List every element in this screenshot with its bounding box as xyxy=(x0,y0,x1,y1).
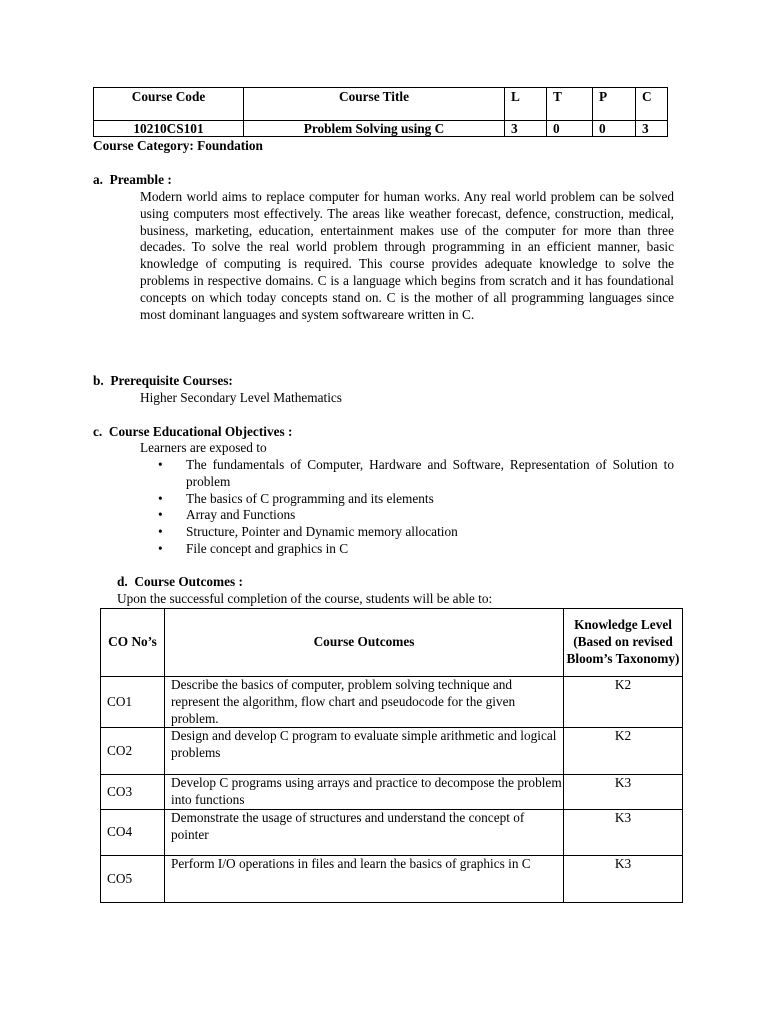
p-value: 0 xyxy=(593,121,636,137)
co-no: CO5 xyxy=(101,856,165,903)
outcomes-heading: d. Course Outcomes : xyxy=(117,574,243,589)
t-value: 0 xyxy=(547,121,593,137)
objectives-heading: c. Course Educational Objectives : xyxy=(93,424,293,439)
list-item xyxy=(158,507,674,524)
table-row xyxy=(101,775,683,810)
objective-text: Array and Functions xyxy=(186,507,296,523)
header-l: L xyxy=(505,88,547,121)
co-text: Design and develop C program to evaluate simple arithmetic and logical problems xyxy=(165,728,564,775)
list-item xyxy=(158,524,674,541)
co-no: CO1 xyxy=(101,677,165,728)
co-no: CO2 xyxy=(101,728,165,775)
c-value: 3 xyxy=(636,121,668,137)
table-row xyxy=(101,810,683,856)
prerequisite-heading: b. Prerequisite Courses: xyxy=(93,373,233,388)
header-t: T xyxy=(547,88,593,121)
prerequisite-text: Higher Secondary Level Mathematics xyxy=(140,390,342,405)
preamble-block xyxy=(140,189,674,323)
co-text: Describe the basics of computer, problem solving technique and represent the algorithm, flow chart and pseudocode for the given problem. xyxy=(165,677,564,728)
co-text: Develop C programs using arrays and practice to decompose the problem into functions xyxy=(165,775,564,810)
co-level: K3 xyxy=(564,856,683,903)
col-outcomes: Course Outcomes xyxy=(165,609,564,677)
objective-text: Structure, Pointer and Dynamic memory allocation xyxy=(186,524,458,540)
list-item xyxy=(158,457,674,491)
co-level: K2 xyxy=(564,677,683,728)
table-row xyxy=(101,677,683,728)
objectives-intro: Learners are exposed to xyxy=(140,440,267,455)
list-item xyxy=(158,541,674,558)
co-no: CO3 xyxy=(101,775,165,810)
co-level: K3 xyxy=(564,810,683,856)
course-code-value: 10210CS101 xyxy=(94,121,244,137)
table-row xyxy=(101,856,683,903)
preamble-heading: a. Preamble : xyxy=(93,172,172,187)
header-course-title: Course Title xyxy=(244,88,505,121)
bullet-icon: • xyxy=(158,490,163,506)
objective-text: The basics of C programming and its elements xyxy=(186,490,434,506)
co-no: CO4 xyxy=(101,810,165,856)
course-info-table xyxy=(93,87,668,137)
bullet-icon: • xyxy=(158,507,163,523)
objectives-list xyxy=(158,457,674,558)
course-title-value: Problem Solving using C xyxy=(244,121,505,137)
header-course-code: Course Code xyxy=(94,88,244,121)
outcomes-intro: Upon the successful completion of the course, students will be able to: xyxy=(117,591,493,606)
header-p: P xyxy=(593,88,636,121)
co-level: K2 xyxy=(564,728,683,775)
outcomes-table xyxy=(100,608,683,903)
co-text: Perform I/O operations in files and learn the basics of graphics in C xyxy=(165,856,564,903)
bullet-icon: • xyxy=(158,524,163,540)
objective-text: The fundamentals of Computer, Hardware and Software, Representation of Solution to problem xyxy=(186,457,674,489)
course-category: Course Category: Foundation xyxy=(93,138,263,153)
header-c: C xyxy=(636,88,668,121)
l-value: 3 xyxy=(505,121,547,137)
co-text: Demonstrate the usage of structures and understand the concept of pointer xyxy=(165,810,564,856)
co-level: K3 xyxy=(564,775,683,810)
objective-text: File concept and graphics in C xyxy=(186,540,349,556)
table-row xyxy=(101,728,683,775)
col-knowledge: Knowledge Level (Based on revised Bloom’s Taxonomy) xyxy=(564,609,683,677)
preamble-text: Modern world aims to replace computer for human works. Any real world problem can be solved using computers most effectively. The areas like weather forecast, defence, construction, medical, business, marketing, education, entertainment makes use of the computer for more than three decades. To solve the real world problem through programming in an efficient manner, basic knowledge of computing is required. This course provides adequate knowledge to solve the problems in respective domains. C is a language which begins from scratch and it has foundational concepts on which today concepts stand on. C is the mother of all programming languages since most dominant languages and system softwareare written in C. xyxy=(140,189,674,322)
col-co-no: CO No’s xyxy=(101,609,165,677)
bullet-icon: • xyxy=(158,457,163,472)
list-item xyxy=(158,491,674,508)
bullet-icon: • xyxy=(158,540,163,556)
